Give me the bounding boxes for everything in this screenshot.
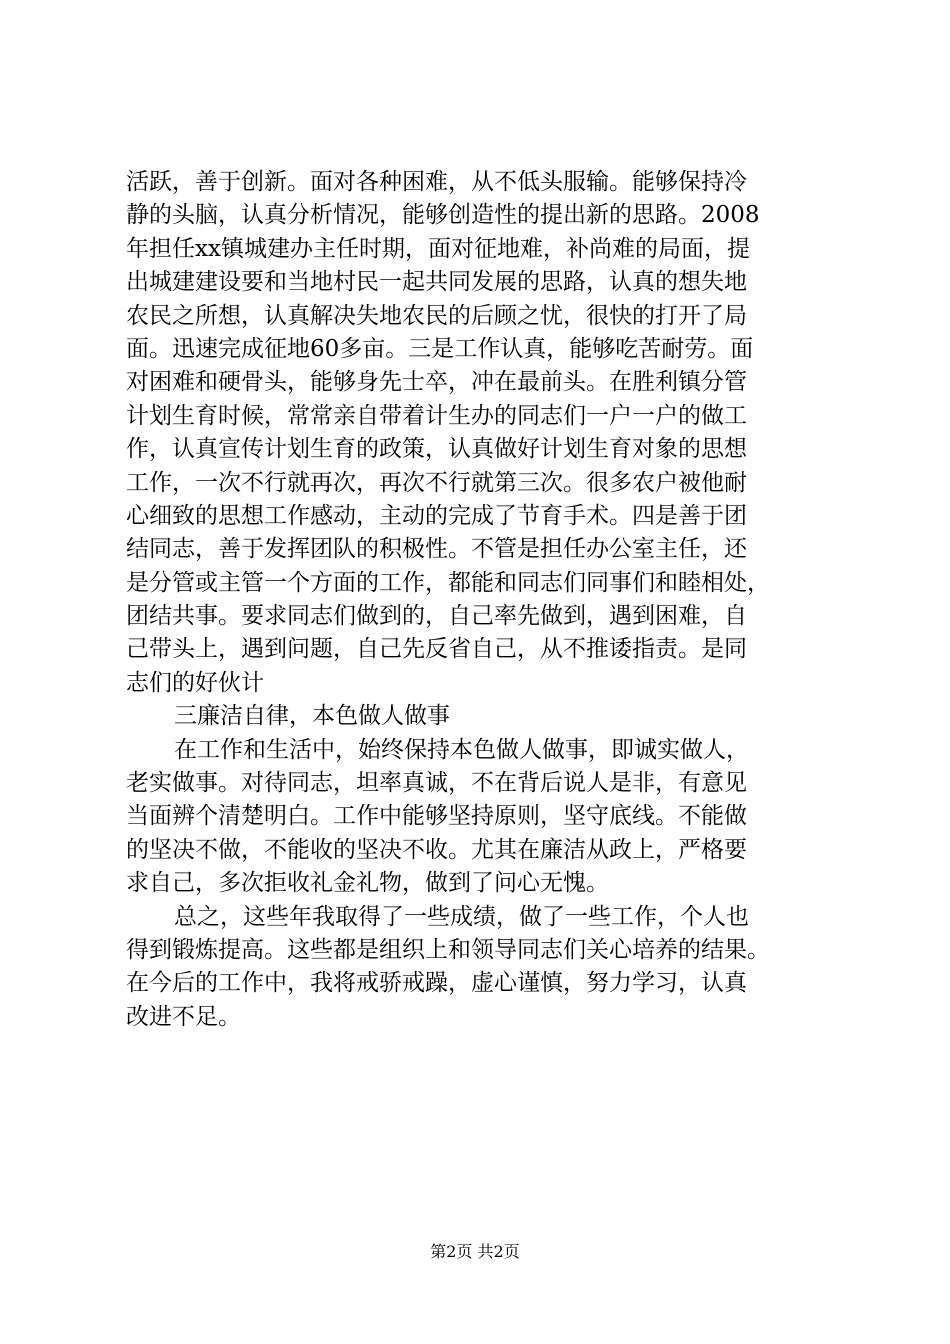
paragraph-start-line: 在工作和生活中，始终保持本色做人做事，即诚实做人， xyxy=(174,736,749,763)
body-line: 出城建建设要和当地村民一起共同发展的思路，认真的想失地 xyxy=(126,269,747,296)
document-body xyxy=(126,166,828,1034)
body-line: 面。迅速完成征地60多亩。三是工作认真，能够吃苦耐劳。面 xyxy=(126,335,754,362)
body-line: 是分管或主管一个方面的工作，都能和同志们同事们和睦相处， xyxy=(126,569,770,596)
body-line: 当面辨个清楚明白。工作中能够坚持原则，坚守底线。不能做 xyxy=(126,803,747,830)
body-line: 的坚决不做，不能收的坚决不收。尤其在廉洁从政上，严格要 xyxy=(126,836,747,863)
body-line: 对困难和硬骨头，能够身先士卒，冲在最前头。在胜利镇分管 xyxy=(126,369,747,396)
body-line: 志们的好伙计 xyxy=(126,669,264,696)
body-line: 老实做事。对待同志，坦率真诚，不在背后说人是非，有意见 xyxy=(126,770,747,797)
body-line: 工作，一次不行就再次，再次不行就第三次。很多农户被他耐 xyxy=(126,469,747,496)
body-line: 静的头脑，认真分析情况，能够创造性的提出新的思路。2008 xyxy=(126,202,760,229)
section-heading: 三廉洁自律，本色做人做事 xyxy=(174,703,450,730)
paragraph-start-line: 总之，这些年我取得了一些成绩，做了一些工作，个人也 xyxy=(174,903,749,930)
body-line: 年担任xx镇城建办主任时期，面对征地难，补尚难的局面，提 xyxy=(126,235,750,262)
body-line: 农民之所想，认真解决失地农民的后顾之忧，很快的打开了局 xyxy=(126,302,747,329)
body-line: 心细致的思想工作感动，主动的完成了节育手术。四是善于团 xyxy=(126,502,747,529)
body-line: 改进不足。 xyxy=(126,1003,241,1030)
body-line: 得到锻炼提高。这些都是组织上和领导同志们关心培养的结果。 xyxy=(126,936,770,963)
body-line: 结同志，善于发挥团队的积极性。不管是担任办公室主任，还 xyxy=(126,536,747,563)
body-line: 作，认真宣传计划生育的政策，认真做好计划生育对象的思想 xyxy=(126,436,747,463)
body-line: 己带头上，遇到问题，自己先反省自己，从不推诿指责。是同 xyxy=(126,636,747,663)
body-line: 计划生育时候，常常亲自带着计生办的同志们一户一户的做工 xyxy=(126,402,747,429)
body-line: 活跃，善于创新。面对各种困难，从不低头服输。能够保持冷 xyxy=(126,169,747,195)
body-line: 在今后的工作中，我将戒骄戒躁，虚心谨慎，努力学习，认真 xyxy=(126,970,747,997)
body-line: 求自己，多次拒收礼金礼物，做到了问心无愧。 xyxy=(126,870,609,897)
page-footer: 第2页 共2页 xyxy=(430,1242,520,1261)
body-line: 团结共事。要求同志们做到的，自己率先做到，遇到困难，自 xyxy=(126,603,747,630)
